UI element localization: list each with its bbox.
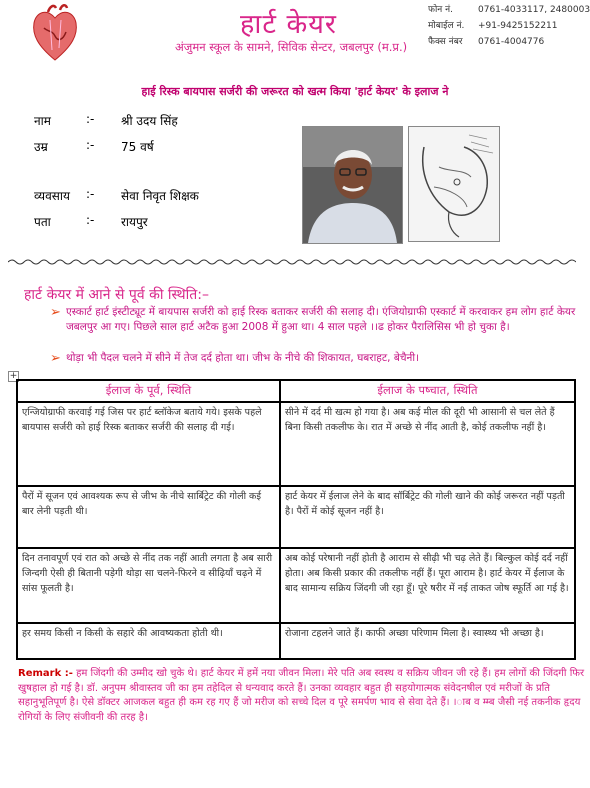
fax-value: 0761-4004776	[478, 37, 545, 47]
table-row	[17, 548, 575, 623]
arrow-bullet-icon: ➢	[50, 305, 61, 320]
after-cell: रोजाना टहलने जाते हैं। काफी अच्छा परिणाम मिला है। स्वास्थ्य भी अच्छा है।	[280, 623, 575, 659]
after-cell: हार्ट केयर में ईलाज लेने के बाद सॉर्बिट्रेट की गोली खाने की कोई जरूरत नहीं पड़ती है। पैरों में कोई सूजन नहीं है।	[280, 486, 575, 548]
name-sep: :-	[86, 112, 95, 126]
prior-condition-bullet: एस्कार्ट हार्ट इंस्टीट्यूट में बायपास सर्जरी को हाई रिस्क बताकर सर्जरी की सलाह दी। एंजियोग्राफी एस्कार्ट में करवाकर हम लोग हार्ट केयर जबलपुर आ गए। पिछले साल हार्ट अटैक हुआ 2008 में हुआ था। 4 साल पहले ।।ढ होकर पैरालिसिस भी हो चुका है।	[66, 306, 576, 333]
phone-label: फोन नं.	[428, 5, 453, 15]
clinic-address: अंजुमन स्कूल के सामने, सिविक सेन्टर, जबलपुर (म.प्र.)	[175, 40, 408, 54]
fax-label: फैक्स नंबर	[428, 37, 463, 47]
age-sep: :-	[86, 138, 95, 152]
after-treatment-header: ईलाज के पष्चात, स्थिति	[280, 380, 575, 402]
angiography-sketch	[408, 126, 500, 242]
phone-value: 0761-4033117, 2480003	[478, 5, 590, 15]
prior-condition-bullet: थोड़ा भी पैदल चलने में सीने में तेज दर्द होता था। जीभ के नीचे की शिकायत, घबराहट, बेचैनी।	[66, 352, 420, 364]
table-header-row	[17, 380, 575, 402]
brand-title: हार्ट केयर	[240, 9, 337, 40]
address-sep: :-	[86, 213, 95, 227]
before-cell: एन्जियोग्राफी करवाई गई जिस पर हार्ट ब्लॉकेज बताये गये। इसके पहले बायपास सर्जरी को हाई रिस्क बताकर सर्जरी की सलाह दी गई।	[17, 402, 280, 486]
remark-label: Remark :-	[18, 668, 73, 679]
ornamental-divider	[8, 258, 576, 266]
headline: हाई रिस्क बायपास सर्जरी की जरूरत को खत्म किया 'हार्ट केयर' के इलाज ने	[141, 85, 449, 98]
age-value: 75 वर्ष	[121, 140, 154, 154]
name-value: श्री उदय सिंह	[121, 114, 178, 128]
arrow-bullet-icon: ➢	[50, 351, 61, 366]
age-label: उम्र	[34, 140, 48, 154]
prior-condition-title: हार्ट केयर में आने से पूर्व की स्थिति:–	[24, 287, 209, 303]
patient-photo	[302, 126, 403, 244]
after-cell: सीने में दर्द मी खत्म हो गया है। अब कई मील की दूरी भी आसानी से चल लेते हैं बिना किसी तकलीफ के। रात में अच्छे से नींद आती है, कोई तकलीफ नहीं है।	[280, 402, 575, 486]
contact-values	[478, 2, 590, 50]
occupation-value: सेवा निवृत शिक्षक	[121, 189, 199, 203]
after-cell: अब कोई परेषानी नहीं होती है आराम से सीढ़ी भी चढ़ लेते हैं। बिल्कुल कोई दर्द नहीं होता। अब किसी प्रकार की तकलीफ नहीं हैं। पूरा आराम है। हार्ट केयर में ईलाज के बाद सामान्य सक्रिय जिंदगी जी रहा हूँ। पूरे षरीर में नई ताकत जोष स्फूर्ति आ गई है।	[280, 548, 575, 623]
name-label: नाम	[34, 114, 51, 128]
heart-logo	[30, 2, 80, 64]
before-cell: दिन तनावपूर्ण एवं रात को अच्छे से नींद तक नहीं आती लगता है अब सारी जिन्दगी ऐसी ही बितानी पड़ेगी थोड़ा सा चलने-फिरने व सीढ़ियाँ चढ़ने में सांस फूलती है।	[17, 548, 280, 623]
remark-text: हम जिंदगी की उम्मीद खो चुके थे। हार्ट केयर में हमें नया जीवन मिला। मेरे पति अब स्वस्थ व सक्रिय जीवन जी रहे हैं। हम लोगों की जिंदगी फिर खुषहाल हो गई है। डॉ. अनुपम श्रीवास्तव जी का हम तहेदिल से धन्यवाद करते हैं। उनका व्यवहार बहुत ही सहयोगात्मक संवेदनषील एवं मरीजों के प्रति सहानुभूतिपूर्ण है। ऐसे डॉक्टर आजकल बहुत ही कम रह गए हैं जो मरीज को सच्चे दिल व पूरे समर्पण भाव से सेवा देते हैं। ।ाब व म्म्ब जैसी नई तकनीक हृदय रोगियों के लिए संजीवनी की तरह है।	[18, 668, 585, 723]
before-treatment-header: ईलाज के पूर्व, स्थिति	[17, 380, 280, 402]
before-cell: हर समय किसी न किसी के सहारे की आवष्यकता होती थी।	[17, 623, 280, 659]
table-add-icon[interactable]: +	[9, 371, 18, 381]
mobile-label: मोबाईल नं.	[428, 21, 465, 31]
remark-block	[18, 667, 586, 725]
comparison-table	[16, 379, 576, 660]
before-cell: पैरों में सूजन एवं आवश्यक रूप से जीभ के नीचे सार्बिट्रेट की गोली कई बार लेनी पड़ती थी।	[17, 486, 280, 548]
table-row	[17, 623, 575, 659]
mobile-value: +91-9425152211	[478, 21, 558, 31]
address-value: रायपुर	[121, 215, 148, 229]
occupation-sep: :-	[86, 187, 95, 201]
occupation-label: व्यवसाय	[34, 189, 70, 203]
contact-labels	[428, 2, 464, 50]
table-row	[17, 486, 575, 548]
table-row	[17, 402, 575, 486]
address-label: पता	[34, 215, 51, 229]
